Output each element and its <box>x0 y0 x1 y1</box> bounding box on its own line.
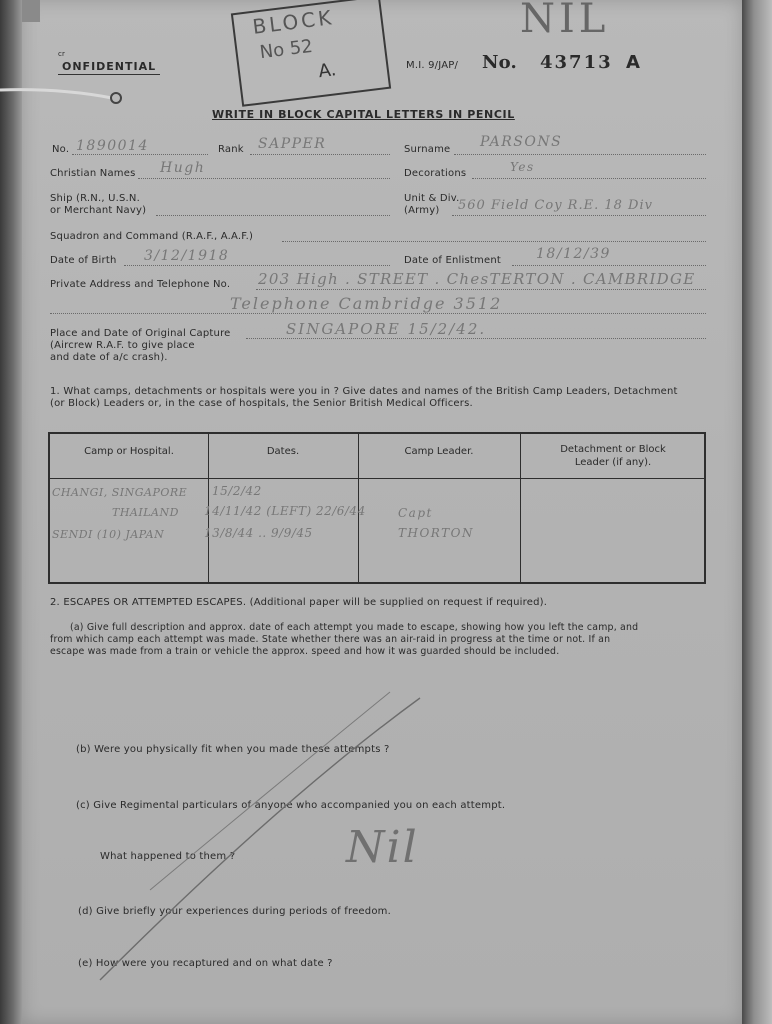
table-row-3-dates: 13/8/44 .. 9/9/45 <box>204 526 313 540</box>
confidential-prefix: cr <box>58 50 66 58</box>
table-row-1-camp: CHANGI, SINGAPORE <box>52 486 188 499</box>
instruction-heading: WRITE IN BLOCK CAPITAL LETTERS IN PENCIL <box>212 108 515 121</box>
decorations-label: Decorations <box>404 168 467 179</box>
address-line-2 <box>50 313 706 314</box>
ship-label-2: or Merchant Navy) <box>50 205 147 216</box>
confidential-label: ONFIDENTIAL <box>62 60 157 73</box>
address-value-2: Telephone Cambridge 3512 <box>230 294 503 313</box>
surname-value: PARSONS <box>480 134 563 150</box>
unit-line <box>452 215 706 216</box>
table-row-1-dates: 15/2/42 <box>212 484 262 498</box>
binding-string <box>0 86 122 104</box>
camps-table <box>48 432 706 584</box>
table-leader-line-1: Capt <box>398 506 433 520</box>
mi9-reference: M.I. 9/JAP/ <box>406 60 459 71</box>
capture-label-1: Place and Date of Original Capture <box>50 328 231 339</box>
form-suffix: A <box>626 52 641 73</box>
stamp-line-1: BLOCK <box>251 5 336 39</box>
next-page-edge <box>742 0 772 1024</box>
confidential-underline <box>58 74 160 75</box>
ship-label-1: Ship (R.N., U.S.N. <box>50 193 140 204</box>
no-line <box>72 154 208 155</box>
unit-label-1: Unit & Div. <box>404 193 460 204</box>
dob-label: Date of Birth <box>50 255 117 266</box>
christian-names-line <box>138 178 390 179</box>
stamp-line-2: No 52 <box>258 35 314 64</box>
ship-line <box>156 215 390 216</box>
header-detachment-2: Leader (if any). <box>574 457 652 468</box>
question-2c: (c) Give Regimental particulars of anyone who accompanied you on each attempt. <box>76 800 506 811</box>
no-label: No. <box>52 144 70 155</box>
enlistment-label: Date of Enlistment <box>404 255 501 266</box>
block-stamp <box>231 0 391 107</box>
question-2a-line-3: escape was made from a train or vehicle the approx. speed and how it was guarded should be included. <box>50 646 560 657</box>
no-value: 1890014 <box>76 138 149 154</box>
number-label: No. <box>482 52 518 73</box>
question-2a-line-1: (a) Give full description and approx. date of each attempt you made to escape, showing how you left the camp, and <box>70 622 639 633</box>
decorations-value: Yes <box>510 160 535 174</box>
question-2e: (e) How were you recaptured and on what date ? <box>78 958 333 969</box>
christian-names-label: Christian Names <box>50 168 136 179</box>
enlistment-value: 18/12/39 <box>536 246 611 262</box>
address-value-1: 203 High . STREET . ChesTERTON . CAMBRIDGE <box>258 270 696 288</box>
address-label: Private Address and Telephone No. <box>50 279 231 290</box>
question-2c-followup: What happened to them ? <box>100 851 236 862</box>
table-row-3-camp: SENDI (10) JAPAN <box>52 528 165 541</box>
header-camp-or-hospital: Camp or Hospital. <box>84 446 174 457</box>
handwritten-nil-top: NIL <box>520 0 610 42</box>
address-line-1 <box>256 289 706 290</box>
diagonal-strike-lines <box>90 690 440 990</box>
enlistment-line <box>512 265 706 266</box>
file-cover-edge <box>0 0 22 1024</box>
surname-label: Surname <box>404 144 451 155</box>
dob-value: 3/12/1918 <box>144 248 230 264</box>
table-row-2-camp: THAILAND <box>112 506 179 519</box>
header-dates: Dates. <box>266 446 300 457</box>
stamp-line-3: A. <box>317 59 338 83</box>
question-2b: (b) Were you physically fit when you made these attempts ? <box>76 744 390 755</box>
unit-label-2: (Army) <box>404 205 440 216</box>
squadron-label: Squadron and Command (R.A.F., A.A.F.) <box>50 231 254 242</box>
decorations-line <box>472 178 706 179</box>
page-corner <box>22 0 40 22</box>
capture-label-2: (Aircrew R.A.F. to give place <box>50 340 195 351</box>
table-row-2-dates: 14/11/42 (LEFT) 22/6/44 <box>204 504 366 518</box>
header-camp-leader: Camp Leader. <box>404 446 474 457</box>
table-leader-line-2: THORTON <box>398 526 474 540</box>
unit-value: 560 Field Coy R.E. 18 Div <box>458 198 653 213</box>
question-2a-line-2: from which camp each attempt was made. State whether there was an air-raid in progress at the time or not. If an <box>50 634 611 645</box>
capture-value: SINGAPORE 15/2/42. <box>286 320 487 338</box>
rank-value: SAPPER <box>258 136 327 152</box>
christian-names-value: Hugh <box>160 160 206 176</box>
capture-label-3: and date of a/c crash). <box>50 352 168 363</box>
question-2d: (d) Give briefly your experiences during periods of freedom. <box>78 906 391 917</box>
dob-line <box>124 265 390 266</box>
rank-label: Rank <box>218 144 244 155</box>
question-2-title: 2. ESCAPES OR ATTEMPTED ESCAPES. (Additional paper will be supplied on request if required). <box>50 597 548 608</box>
form-number: 43713 <box>540 52 613 73</box>
question-1-line-1: 1. What camps, detachments or hospitals were you in ? Give dates and names of the British Camp Leaders, Detachment <box>50 386 678 397</box>
capture-line <box>246 338 706 339</box>
surname-line <box>454 154 706 155</box>
handwritten-nil-answer: Nil <box>346 822 419 873</box>
squadron-line <box>282 241 706 242</box>
rank-line <box>250 154 390 155</box>
header-detachment-1: Detachment or Block <box>560 444 666 455</box>
question-1-line-2: (or Block) Leaders or, in the case of hospitals, the Senior British Medical Officers. <box>50 398 473 409</box>
